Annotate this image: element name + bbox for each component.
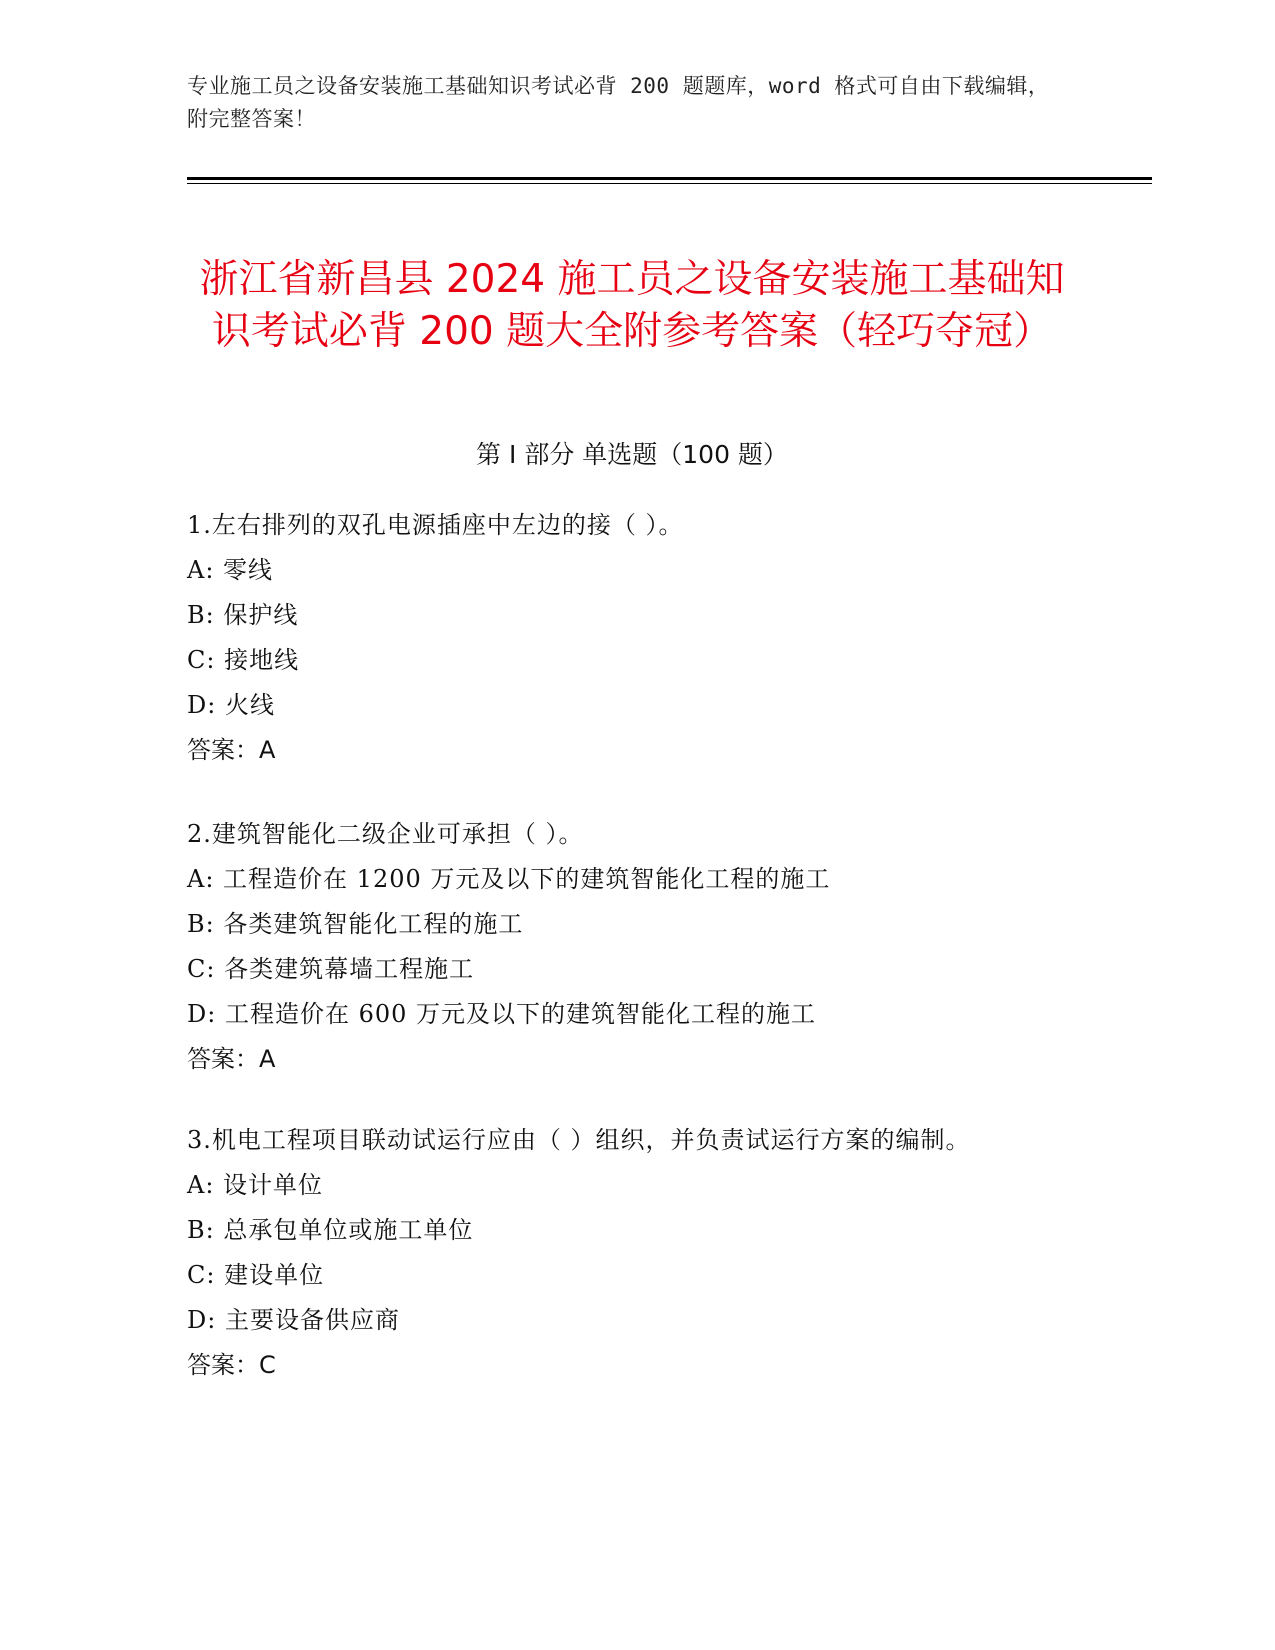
option-b: B: 保护线 bbox=[187, 601, 299, 629]
header-divider-thin bbox=[187, 183, 1152, 184]
option-b: B: 总承包单位或施工单位 bbox=[187, 1216, 474, 1244]
header-note: 专业施工员之设备安装施工基础知识考试必背 200 题题库，word 格式可自由下载编辑，附完整答案！ bbox=[187, 74, 1050, 131]
option-c: C: 建设单位 bbox=[187, 1261, 325, 1289]
option-b: B: 各类建筑智能化工程的施工 bbox=[187, 910, 524, 938]
question-block-2 bbox=[187, 812, 1077, 1082]
option-c: C: 接地线 bbox=[187, 646, 300, 674]
question-block-3 bbox=[187, 1118, 1077, 1388]
question-block-1 bbox=[187, 503, 1077, 773]
option-d: D: 工程造价在 600 万元及以下的建筑智能化工程的施工 bbox=[187, 1000, 817, 1028]
question-stem: 1.左右排列的双孔电源插座中左边的接（ ）。 bbox=[187, 511, 684, 539]
option-a: A: 设计单位 bbox=[187, 1171, 324, 1199]
header-divider-thick bbox=[187, 177, 1152, 180]
question-stem: 3.机电工程项目联动试运行应由（ ）组织，并负责试运行方案的编制。 bbox=[187, 1126, 971, 1154]
answer-line: 答案：A bbox=[187, 736, 276, 764]
question-stem: 2.建筑智能化二级企业可承担（ ）。 bbox=[187, 820, 584, 848]
option-c: C: 各类建筑幕墙工程施工 bbox=[187, 955, 475, 983]
section-heading: 第 I 部分 单选题（100 题） bbox=[476, 440, 788, 469]
answer-line: 答案：C bbox=[187, 1351, 276, 1379]
option-a: A: 零线 bbox=[187, 556, 274, 584]
option-d: D: 主要设备供应商 bbox=[187, 1306, 400, 1334]
option-a: A: 工程造价在 1200 万元及以下的建筑智能化工程的施工 bbox=[187, 865, 831, 893]
option-d: D: 火线 bbox=[187, 691, 275, 719]
answer-line: 答案：A bbox=[187, 1045, 276, 1073]
document-title: 浙江省新昌县 2024 施工员之设备安装施工基础知识考试必背 200 题大全附参考答案（轻巧夺冠） bbox=[199, 257, 1065, 355]
